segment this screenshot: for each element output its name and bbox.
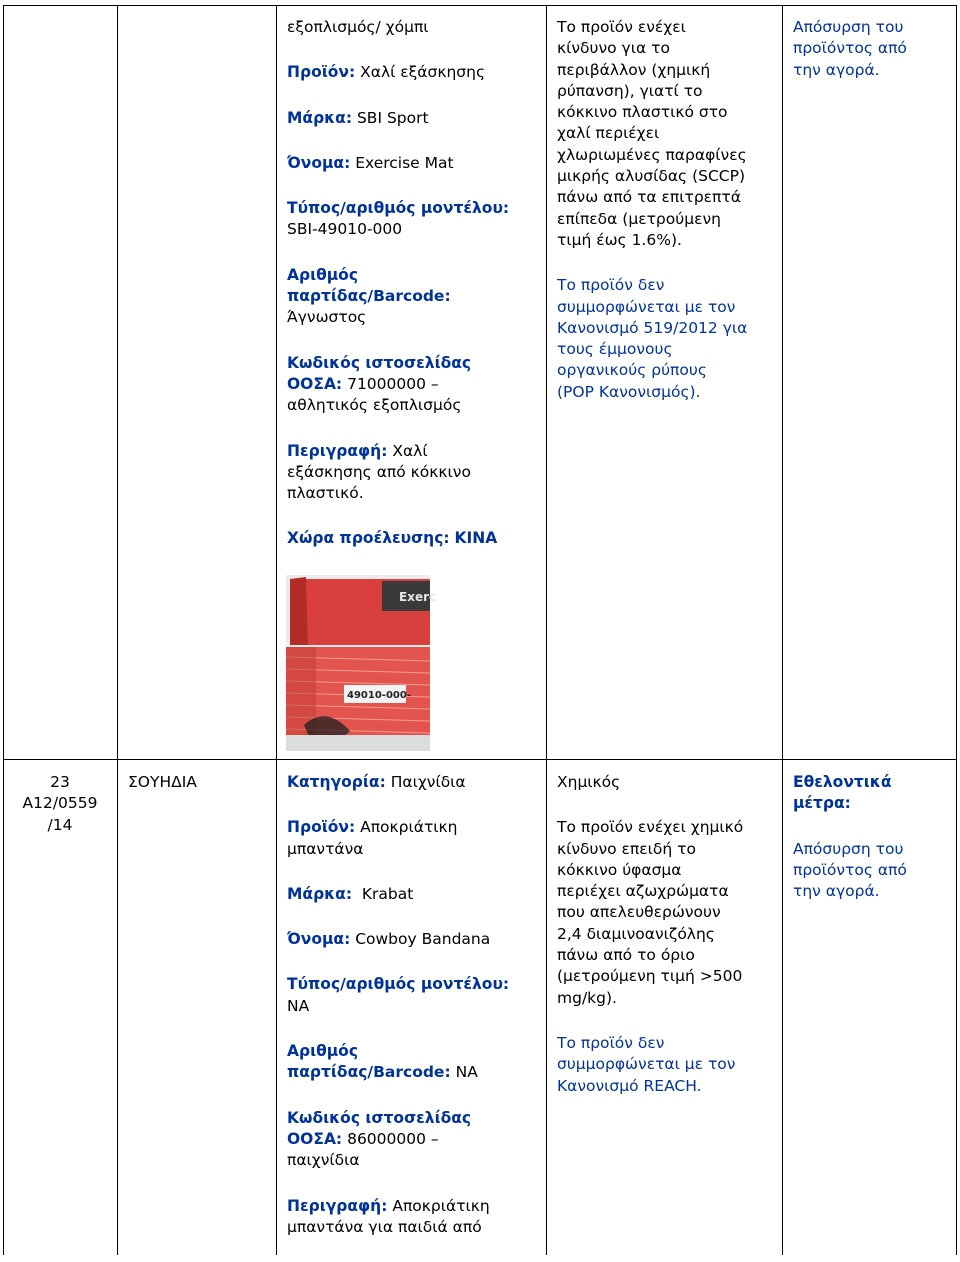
row2-measures-cell <box>793 772 953 926</box>
code-value-2: αθλητικός εξοπλισμός <box>287 396 462 415</box>
measures-label-2: μέτρα: <box>793 794 851 813</box>
risk-line: πάνω από το όριο <box>557 946 695 965</box>
measure-line: προϊόντος από <box>793 39 907 58</box>
code-value-1: 86000000 – <box>347 1129 439 1148</box>
risk-description <box>557 17 779 251</box>
risk-line: κίνδυνο για το <box>557 39 670 58</box>
measure-line: Απόσυρση του <box>793 839 904 858</box>
brand-label: Μάρκα: <box>287 884 353 903</box>
measures-label-1: Εθελοντικά <box>793 773 892 791</box>
entry-reference: A12/0559 <box>22 794 98 813</box>
product-value-1: Αποκριάτικη <box>360 818 458 837</box>
compliance-line: (POP Κανονισμός). <box>557 382 701 401</box>
name-value: Exercise Mat <box>355 153 454 172</box>
compliance-line: Κανονισμό 519/2012 για <box>557 318 748 337</box>
model-label: Τύπος/αριθμός μοντέλου: <box>287 975 510 994</box>
compliance-note <box>557 1033 779 1097</box>
measure-line: Απόσυρση του <box>793 18 904 36</box>
photo-label-code: 49010-000- <box>347 690 411 701</box>
product-photo <box>286 575 437 751</box>
code-label-1: Κωδικός ιστοσελίδας <box>287 353 472 372</box>
row2-product-cell <box>287 772 542 1262</box>
batch-label-1: Αριθμός <box>287 265 359 284</box>
row2-country-cell <box>128 772 274 793</box>
risk-line: που απελευθερώνουν <box>557 903 721 922</box>
compliance-line: τους έμμονους <box>557 340 673 359</box>
model-value: SBI-49010-000 <box>287 220 403 239</box>
brand-value: Krabat <box>361 884 414 903</box>
exercise-mat-image <box>286 575 437 751</box>
compliance-line: συμμορφώνεται με τον <box>557 297 736 316</box>
risk-line: πάνω από τα επιτρεπτά <box>557 188 741 207</box>
entry-number: 23 <box>50 773 70 791</box>
risk-line: τιμή έως 1.6%). <box>557 230 682 249</box>
row1-measures-cell <box>793 17 953 105</box>
code-value-2: παιχνίδια <box>287 1151 360 1170</box>
row2-risk-cell <box>557 772 779 1121</box>
risk-description <box>557 817 779 1009</box>
compliance-line: Το προϊόν δεν <box>557 276 665 295</box>
risk-line: (μετρούμενη τιμή >500 <box>557 967 743 986</box>
risk-line: κόκκινο ύφασμα <box>557 860 682 879</box>
equipment-tail: εξοπλισμός/ χόμπι <box>287 18 429 36</box>
desc-label: Περιγραφή: <box>287 441 388 460</box>
risk-line: κίνδυνο επειδή το <box>557 839 696 858</box>
desc-value-2: μπαντάνα για παιδιά από <box>287 1217 482 1236</box>
measures-text <box>793 17 953 81</box>
measures-text <box>793 839 953 903</box>
product-value: Χαλί εξάσκησης <box>360 63 486 82</box>
compliance-line: οργανικούς ρύπους <box>557 361 707 380</box>
desc-value-1: Χαλί <box>392 441 428 460</box>
risk-line: Το προϊόν ενέχει χημικό <box>557 818 744 837</box>
risk-line: 2,4 διαμινοανιζόλης <box>557 924 715 943</box>
desc-value-2: εξάσκησης από κόκκινο <box>287 462 471 481</box>
brand-label: Μάρκα: <box>287 108 353 127</box>
risk-line: μικρής αλυσίδας (SCCP) <box>557 167 746 186</box>
measure-line: προϊόντος από <box>793 860 907 879</box>
origin-value: ΚΙΝΑ <box>454 529 498 548</box>
code-label-2: ΟΟΣΑ: <box>287 1129 343 1148</box>
risk-line: περιέχει αζωχρώματα <box>557 882 729 901</box>
row2-number-cell <box>4 772 116 836</box>
batch-label-2: παρτίδας/Barcode: <box>287 287 451 306</box>
code-label-2: ΟΟΣΑ: <box>287 374 343 393</box>
desc-label: Περιγραφή: <box>287 1196 388 1215</box>
code-value-1: 71000000 – <box>347 374 439 393</box>
desc-value-1: Αποκριάτικη <box>392 1196 490 1215</box>
risk-line: mg/kg). <box>557 988 617 1007</box>
row1-risk-cell <box>557 17 779 427</box>
risk-line: κόκκινο πλαστικό στο <box>557 103 728 122</box>
product-label: Προϊόν: <box>287 818 356 837</box>
photo-label-exerc: Exerc <box>399 590 437 604</box>
batch-value: NA <box>455 1063 478 1082</box>
desc-value-3: πλαστικό. <box>287 484 364 503</box>
batch-label-2: παρτίδας/Barcode: <box>287 1063 451 1082</box>
name-value: Cowboy Bandana <box>355 930 491 949</box>
brand-value: SBI Sport <box>356 108 429 127</box>
row1-product-cell <box>287 17 542 574</box>
country: ΣΟΥΗΔΙΑ <box>128 773 197 791</box>
compliance-line: συμμορφώνεται με τον <box>557 1055 736 1074</box>
model-value: NA <box>287 996 310 1015</box>
measure-line: την αγορά. <box>793 60 880 79</box>
batch-value: Άγνωστος <box>287 308 367 327</box>
batch-label-1: Αριθμός <box>287 1042 359 1061</box>
name-label: Όνομα: <box>287 153 351 172</box>
category-label: Κατηγορία: <box>287 773 386 791</box>
product-label: Προϊόν: <box>287 63 356 82</box>
risk-line: χλωριωμένες παραφίνες <box>557 145 747 164</box>
risk-line: επίπεδα (μετρούμενη <box>557 209 721 228</box>
product-value-2: μπαντάνα <box>287 839 364 858</box>
compliance-line: Κανονισμό REACH. <box>557 1076 702 1095</box>
risk-line: περιβάλλον (χημική <box>557 60 711 79</box>
entry-reference-year: /14 <box>47 815 73 834</box>
risk-line: χαλί περιέχει <box>557 124 660 143</box>
model-label: Τύπος/αριθμός μοντέλου: <box>287 199 510 218</box>
compliance-note <box>557 275 779 403</box>
risk-line: Το προϊόν ενέχει <box>557 18 686 36</box>
code-label-1: Κωδικός ιστοσελίδας <box>287 1108 472 1127</box>
origin-label: Χώρα προέλευσης: <box>287 529 450 548</box>
risk-line: ρύπανση), γιατί το <box>557 81 703 100</box>
compliance-line: Το προϊόν δεν <box>557 1033 665 1052</box>
name-label: Όνομα: <box>287 930 351 949</box>
category-value: Παιχνίδια <box>390 773 466 791</box>
risk-type: Χημικός <box>557 773 621 791</box>
measure-line: την αγορά. <box>793 882 880 901</box>
